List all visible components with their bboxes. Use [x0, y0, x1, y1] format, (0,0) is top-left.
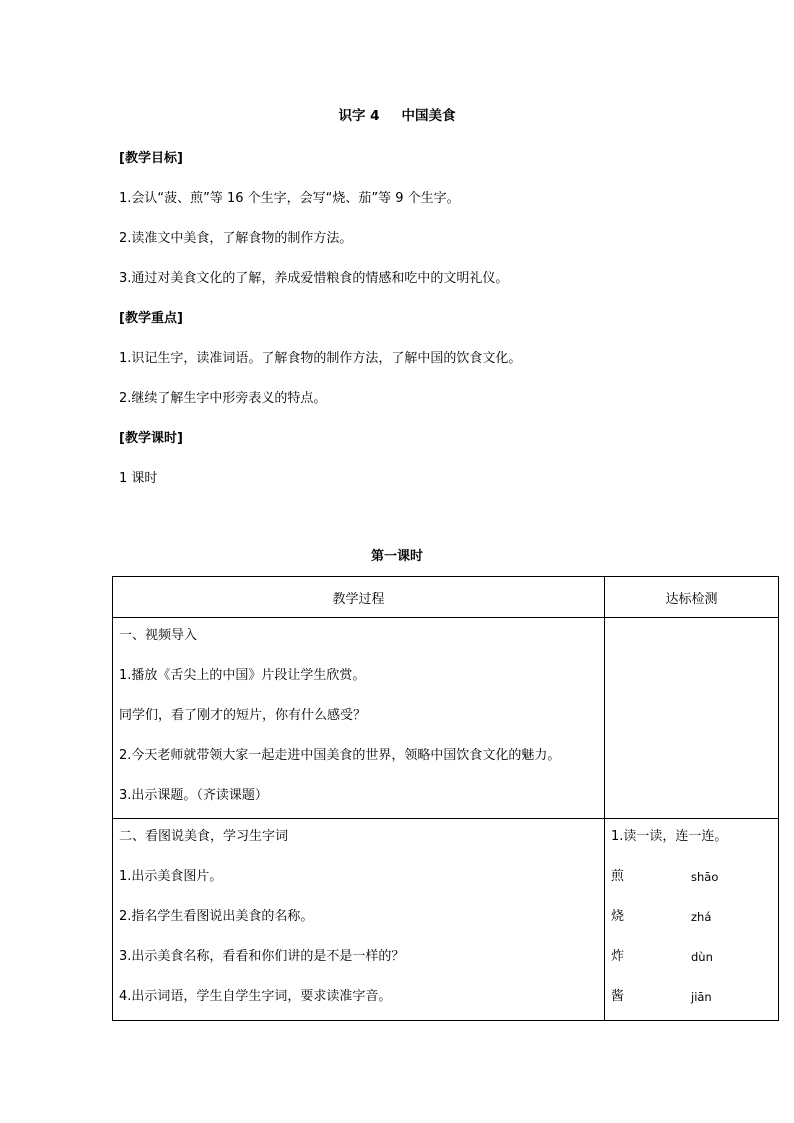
check-cell [605, 618, 779, 819]
hours-value: 1 课时 [119, 471, 158, 486]
hours-heading: [教学课时] [119, 431, 183, 446]
match-char: 烧 [611, 909, 625, 924]
lesson-table [112, 576, 779, 1021]
process-line: 二、看图说美食，学习生字词 [119, 829, 289, 844]
table-row [113, 819, 779, 1021]
process-line: 3.出示课题。（齐读课题） [119, 788, 268, 803]
document-title [0, 104, 794, 124]
objectives-heading: [教学目标] [119, 151, 183, 166]
title-part2: 中国美食 [401, 108, 456, 124]
process-line: 1.播放《舌尖上的中国》片段让学生欣赏。 [119, 668, 366, 683]
process-line: 1.出示美食图片。 [119, 869, 223, 884]
objective-item-2: 2.读准文中美食，了解食物的制作方法。 [119, 231, 353, 246]
match-pair [605, 937, 778, 977]
check-title: 1.读一读，连一连。 [611, 829, 728, 844]
match-pinyin: jiān [691, 990, 712, 1004]
match-pinyin: dùn [691, 950, 713, 964]
match-pinyin: shāo [691, 870, 719, 884]
process-cell [113, 819, 605, 1021]
focus-heading: [教学重点] [119, 311, 183, 326]
process-line: 一、视频导入 [119, 628, 198, 643]
title-part1: 识字 4 [338, 108, 380, 124]
process-cell [113, 618, 605, 819]
table-header-row [113, 577, 779, 618]
match-pair [605, 977, 778, 1017]
match-pinyin: zhá [691, 910, 712, 924]
objective-item-3: 3.通过对美食文化的了解，养成爱惜粮食的情感和吃中的文明礼仪。 [119, 271, 509, 286]
process-line: 同学们，看了刚才的短片，你有什么感受？ [119, 708, 367, 723]
match-char: 煎 [611, 869, 625, 884]
process-line: 3.出示美食名称，看看和你们讲的是不是一样的？ [119, 949, 405, 964]
match-pair [605, 857, 778, 897]
match-char: 酱 [611, 989, 625, 1004]
table-row [113, 618, 779, 819]
focus-item-2: 2.继续了解生字中形旁表义的特点。 [119, 391, 327, 406]
match-char: 炸 [611, 949, 625, 964]
header-process: 教学过程 [113, 577, 605, 618]
lesson-title: 第一课时 [370, 549, 423, 564]
match-pair [605, 897, 778, 937]
process-line: 2.指名学生看图说出美食的名称。 [119, 909, 314, 924]
process-line: 2.今天老师就带领大家一起走进中国美食的世界，领略中国饮食文化的魅力。 [119, 748, 561, 763]
focus-item-1: 1.识记生字，读准词语。了解食物的制作方法，了解中国的饮食文化。 [119, 351, 522, 366]
check-cell [605, 819, 779, 1021]
objective-item-1: 1.会认“菠、煎”等 16 个生字，会写“烧、茄”等 9 个生字。 [119, 191, 460, 206]
header-check: 达标检测 [605, 577, 779, 618]
process-line: 4.出示词语，学生自学生字词，要求读准字音。 [119, 989, 392, 1004]
